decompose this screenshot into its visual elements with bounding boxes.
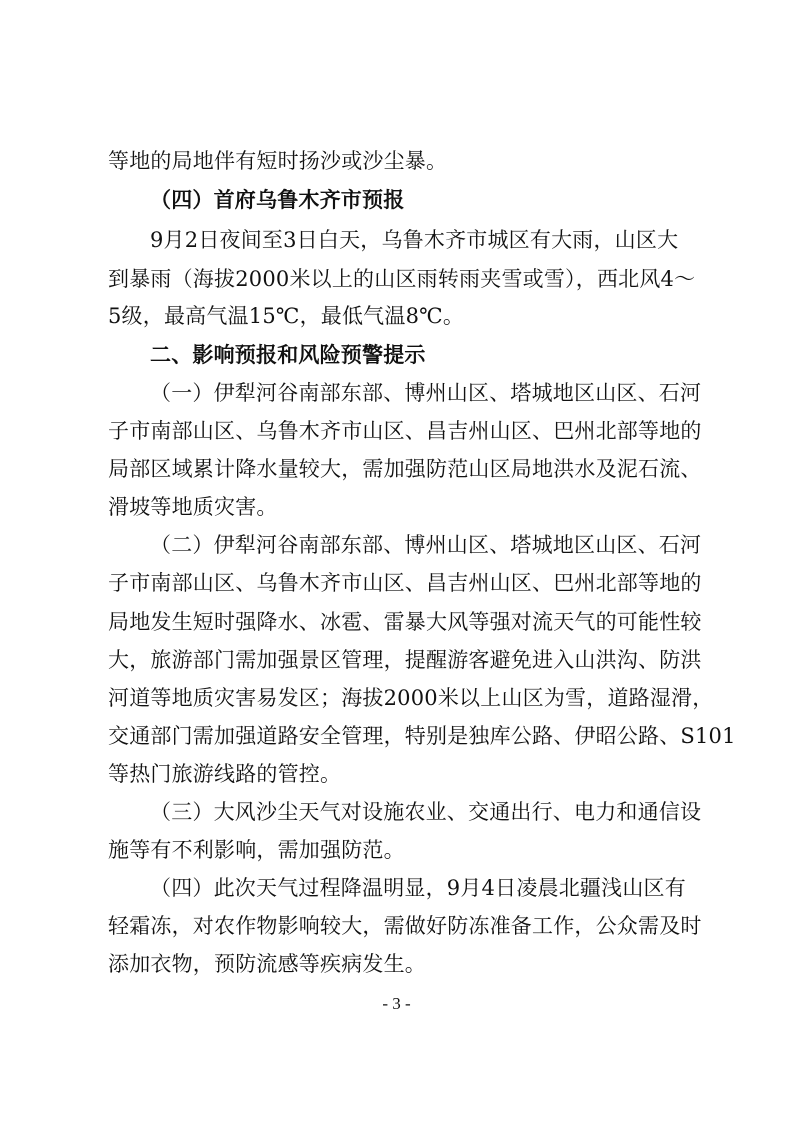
text-line: 5级，最高气温15℃，最低气温8℃。	[108, 304, 465, 328]
text-line: 交通部门需加强道路安全管理，特别是独库公路、伊昭公路、S101	[108, 724, 736, 748]
text-line: 轻霜冻，对农作物影响较大，需做好防冻准备工作，公众需及时	[108, 914, 702, 938]
section-heading: 二、影响预报和风险预警提示	[150, 342, 426, 367]
section-heading: （四）首府乌鲁木齐市预报	[150, 187, 405, 212]
page-number: - 3 -	[382, 994, 411, 1013]
text-line: 施等有不利影响，需加强防范。	[108, 838, 405, 862]
text-line: 等地的局地伴有短时扬沙或沙尘暴。	[108, 149, 448, 173]
text-line: 9月2日夜间至3日白天，乌鲁木齐市城区有大雨，山区大	[150, 228, 679, 252]
text-line: 大，旅游部门需加强景区管理，提醒游客避免进入山洪沟、防洪	[108, 648, 702, 672]
text-line: 滑坡等地质灾害。	[108, 495, 278, 519]
text-line: 子市南部山区、乌鲁木齐市山区、昌吉州山区、巴州北部等地的	[108, 419, 702, 443]
text-line: （三）大风沙尘天气对设施农业、交通出行、电力和通信设	[150, 800, 702, 824]
text-line: 添加衣物，预防流感等疾病发生。	[108, 952, 426, 976]
text-line: 局地发生短时强降水、冰雹、雷暴大风等强对流天气的可能性较	[108, 610, 702, 634]
text-line: 到暴雨（海拔2000米以上的山区雨转雨夹雪或雪），西北风4～	[108, 267, 696, 291]
text-line: （二）伊犁河谷南部东部、博州山区、塔城地区山区、石河	[150, 533, 702, 557]
text-line: 等热门旅游线路的管控。	[108, 762, 342, 786]
text-line: （一）伊犁河谷南部东部、博州山区、塔城地区山区、石河	[150, 381, 702, 405]
text-line: 子市南部山区、乌鲁木齐市山区、昌吉州山区、巴州北部等地的	[108, 571, 702, 595]
text-line: 局部区域累计降水量较大，需加强防范山区局地洪水及泥石流、	[108, 457, 702, 481]
text-line: 河道等地质灾害易发区；海拔2000米以上山区为雪，道路湿滑，	[108, 686, 714, 710]
text-line: （四）此次天气过程降温明显，9月4日凌晨北疆浅山区有	[150, 876, 686, 900]
